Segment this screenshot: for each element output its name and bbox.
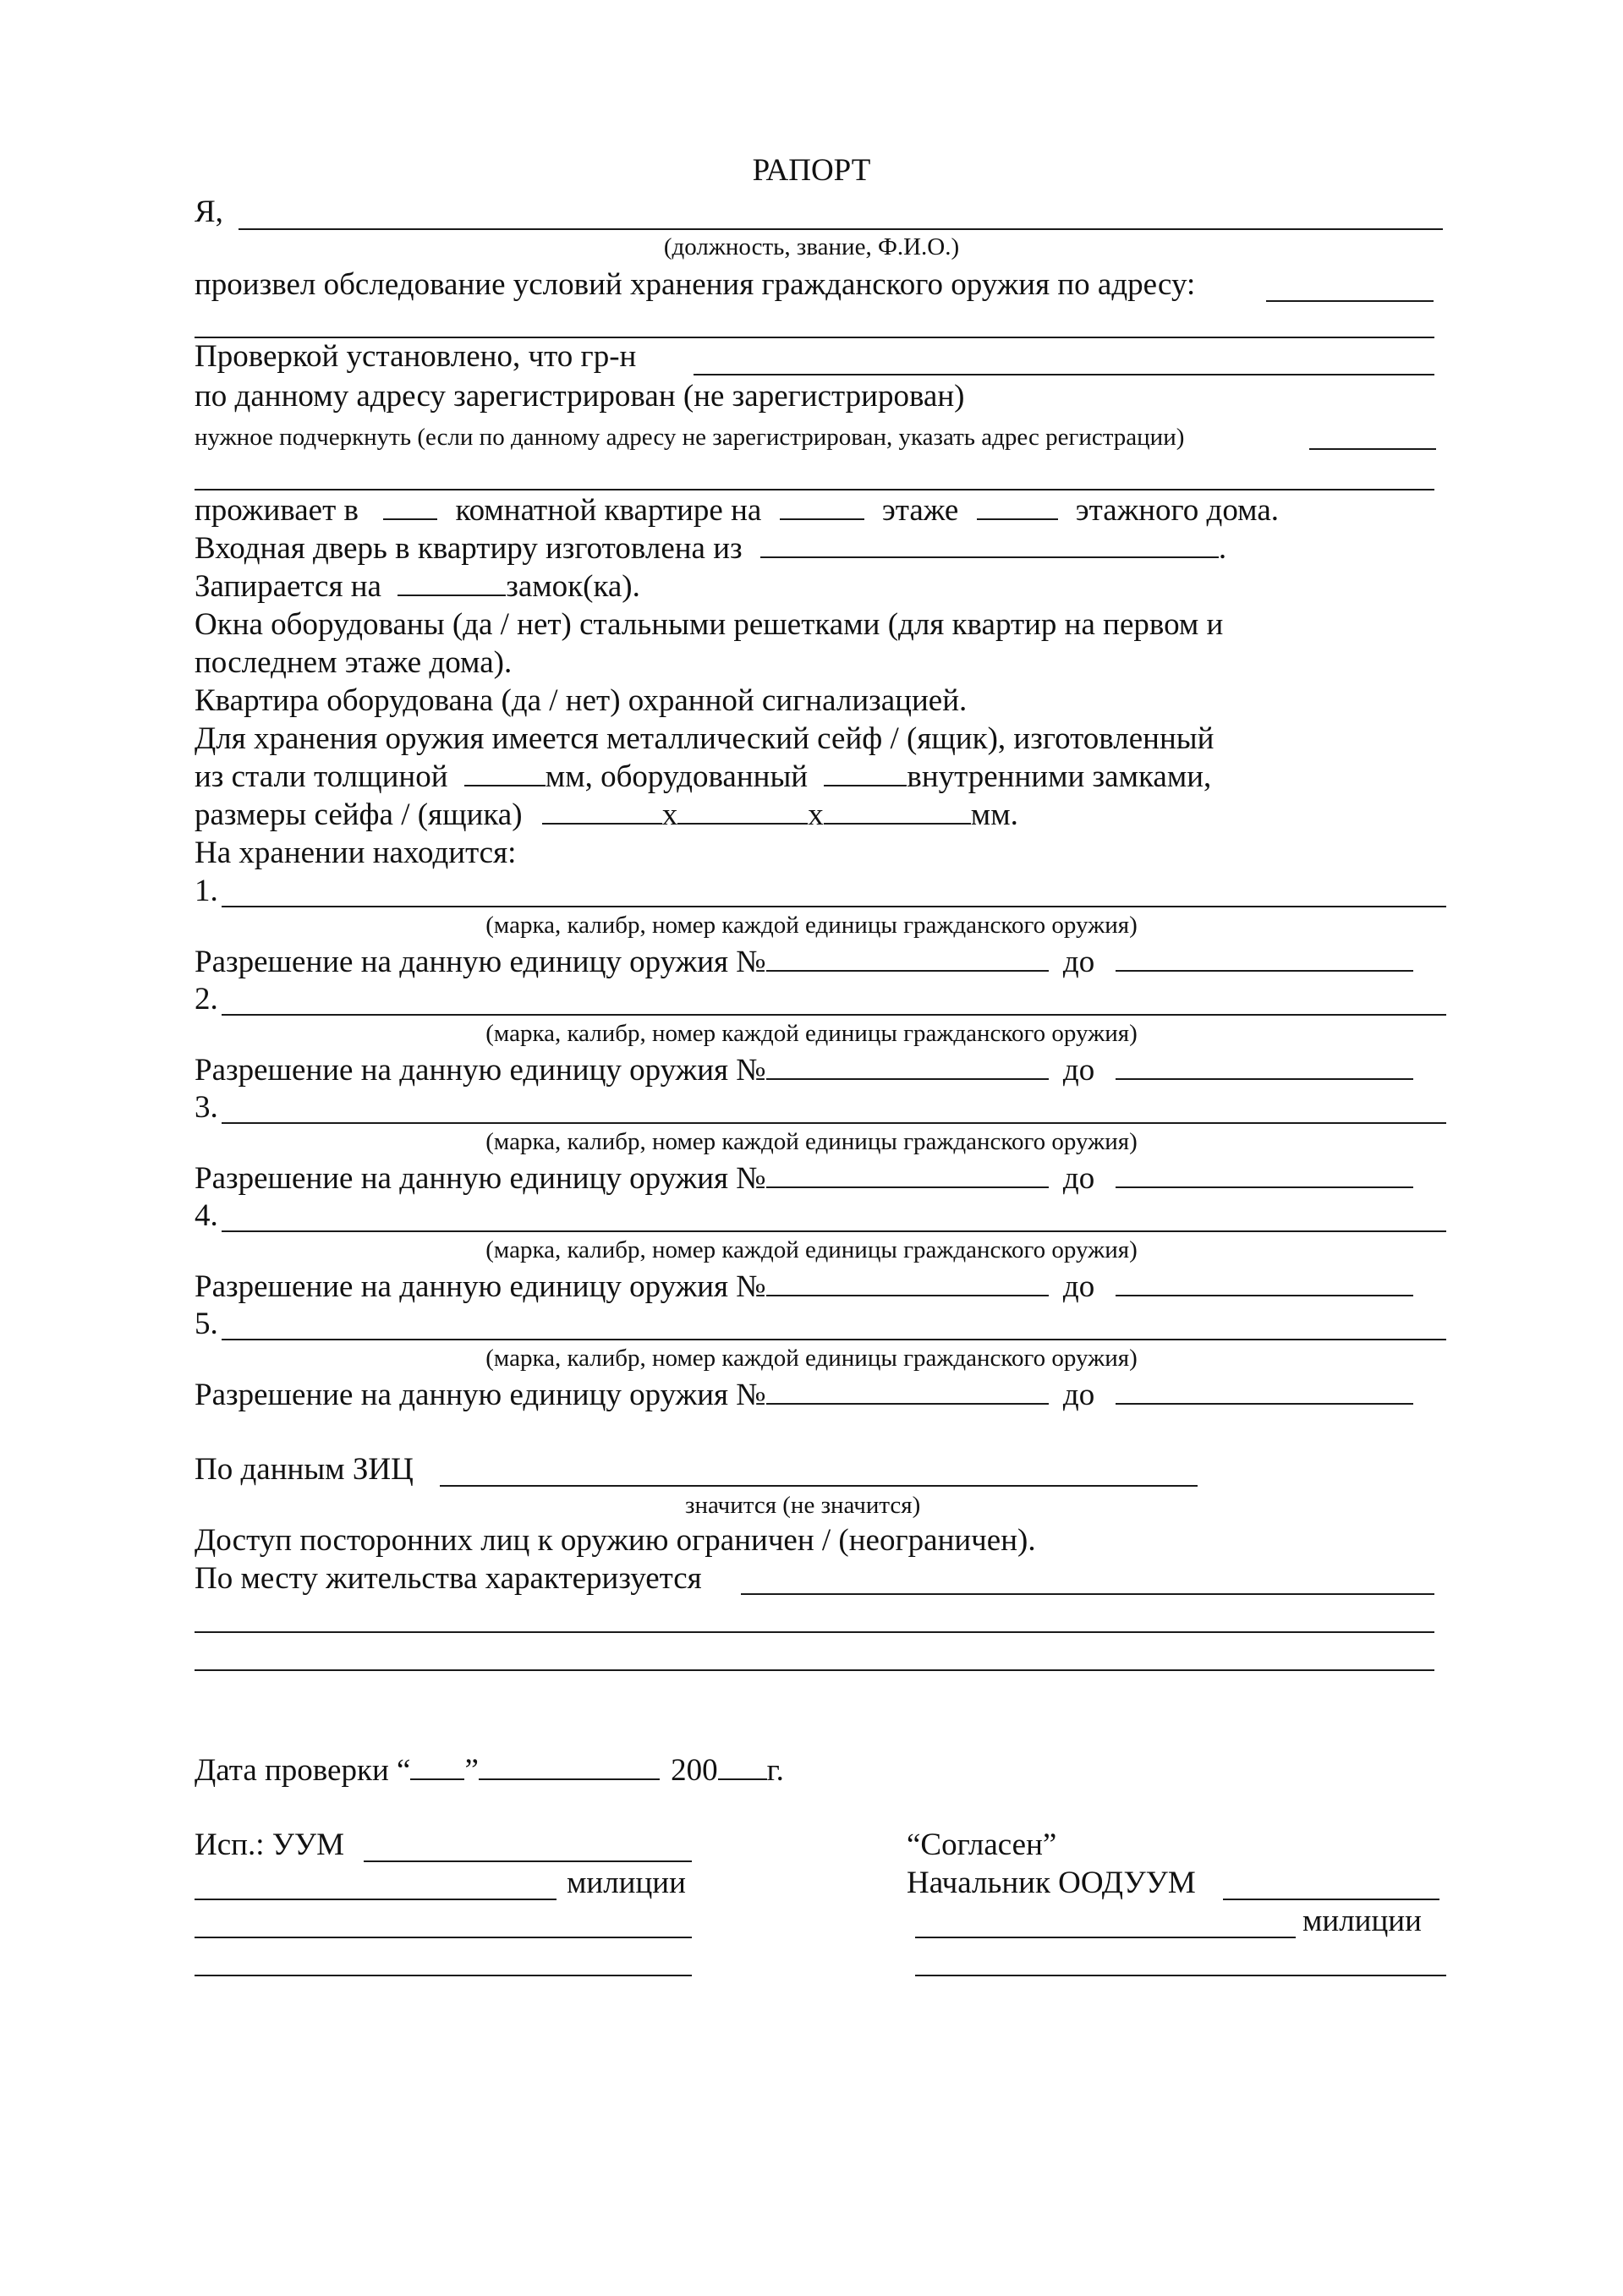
survey-text: произвел обследование условий хранения гражданского оружия по адресу: — [195, 267, 1196, 302]
weapon-2-permit-label: Разрешение на данную единицу оружия № — [195, 1053, 766, 1088]
character-field-line-2[interactable] — [195, 1631, 1434, 1633]
weapon-1-hint: (марка, калибр, номер каждой единицы гражданского оружия) — [485, 912, 1138, 939]
date-year-field[interactable] — [718, 1777, 767, 1780]
weapon-1-permit-line — [195, 944, 1413, 981]
weapon-4-permit-number-field[interactable] — [766, 1293, 1049, 1296]
underline-hint: нужное подчеркнуть (если по данному адресу не зарегистрирован, указать адрес регистрации) — [195, 424, 1185, 451]
weapon-4-permit-line — [195, 1269, 1413, 1306]
weapon-5-number: 5. — [195, 1307, 218, 1341]
chief-militia-label: милиции — [1302, 1904, 1422, 1938]
safe-x-2: х — [808, 797, 824, 832]
safe-thickness-label: из стали толщиной — [195, 759, 448, 794]
chief-signature-field[interactable] — [915, 1975, 1446, 1976]
zic-result-field[interactable] — [440, 1485, 1198, 1487]
rooms-field[interactable] — [383, 517, 437, 520]
weapon-2-until-label: до — [1062, 1053, 1095, 1088]
weapon-1-permit-expiry-field[interactable] — [1116, 968, 1413, 972]
safe-x-1: х — [661, 797, 678, 832]
door-text: Входная дверь в квартиру изготовлена из — [195, 531, 743, 566]
executor-militia-label: милиции — [567, 1866, 686, 1900]
registered-text: по данному адресу зарегистрирован (не зарегистрирован) — [195, 379, 965, 414]
weapon-2-permit-line — [195, 1052, 1413, 1089]
weapon-1-number: 1. — [195, 874, 218, 908]
living-text-1: проживает в — [195, 493, 359, 528]
internal-locks-field[interactable] — [824, 783, 907, 786]
living-text-2: комнатной квартире на — [455, 493, 762, 528]
living-text-4: этажного дома. — [1075, 493, 1280, 528]
zic-label: По данным ЗИЦ — [195, 1452, 414, 1487]
weapon-3-permit-number-field[interactable] — [766, 1185, 1049, 1188]
document-title: РАПОРТ — [752, 153, 871, 188]
lock-count-field[interactable] — [398, 593, 506, 596]
weapon-3-hint: (марка, калибр, номер каждой единицы гражданского оружия) — [485, 1128, 1138, 1155]
lock-line — [195, 568, 640, 606]
windows-line-1: Окна оборудованы (да / нет) стальными решетками (для квартир на первом и — [195, 607, 1224, 642]
chief-name-field[interactable] — [1223, 1899, 1439, 1900]
weapon-4-description-field[interactable] — [222, 1230, 1446, 1232]
lock-text-1: Запирается на — [195, 569, 381, 604]
address-field[interactable] — [1266, 300, 1434, 302]
weapon-5-permit-number-field[interactable] — [766, 1401, 1049, 1405]
registration-address-field[interactable] — [1309, 448, 1436, 450]
character-field-line-3[interactable] — [195, 1669, 1434, 1671]
weapon-5-permit-expiry-field[interactable] — [1116, 1401, 1413, 1405]
safe-dim-3-field[interactable] — [824, 821, 971, 825]
date-day-field[interactable] — [410, 1777, 464, 1780]
weapon-5-permit-label: Разрешение на данную единицу оружия № — [195, 1378, 766, 1412]
safe-mm-end: мм. — [970, 797, 1018, 832]
weapon-3-permit-expiry-field[interactable] — [1116, 1185, 1413, 1188]
total-floors-field[interactable] — [977, 517, 1058, 520]
weapon-4-number: 4. — [195, 1198, 218, 1233]
safe-size-label: размеры сейфа / (ящика) — [195, 797, 523, 832]
established-text: Проверкой установлено, что гр-н — [195, 339, 637, 374]
safe-line-3 — [195, 797, 1018, 834]
executor-signature-field-2[interactable] — [195, 1975, 692, 1976]
weapon-1-permit-label: Разрешение на данную единицу оружия № — [195, 945, 766, 979]
safe-dim-2-field[interactable] — [677, 821, 808, 825]
weapon-3-permit-line — [195, 1160, 1413, 1197]
safe-line-1: Для хранения оружия имеется металлический сейф / (ящик), изготовленный — [195, 721, 1215, 756]
character-field[interactable] — [741, 1593, 1434, 1595]
weapon-4-hint: (марка, калибр, номер каждой единицы гражданского оружия) — [485, 1236, 1138, 1263]
weapon-5-hint: (марка, калибр, номер каждой единицы гражданского оружия) — [485, 1345, 1138, 1372]
alarm-text: Квартира оборудована (да / нет) охранной сигнализацией. — [195, 683, 968, 718]
chief-label: Начальник ООДУУМ — [907, 1866, 1196, 1900]
executor-rank-field[interactable] — [195, 1899, 557, 1900]
agreed-label: “Согласен” — [907, 1827, 1057, 1862]
living-line — [195, 492, 1279, 529]
safe-line-2 — [195, 759, 1211, 796]
living-text-3: этаже — [881, 493, 959, 528]
executor-label: Исп.: УУМ — [195, 1827, 345, 1862]
weapon-2-permit-expiry-field[interactable] — [1116, 1077, 1413, 1080]
storage-label: На хранении находится: — [195, 836, 517, 870]
door-material-field[interactable] — [760, 555, 1219, 558]
date-quote-close: ” — [464, 1753, 479, 1788]
weapon-2-number: 2. — [195, 982, 218, 1016]
weapon-1-permit-number-field[interactable] — [766, 968, 1049, 972]
weapon-4-until-label: до — [1062, 1269, 1095, 1304]
intro-prefix: Я, — [195, 195, 223, 229]
position-hint: (должность, звание, Ф.И.О.) — [663, 233, 960, 260]
safe-locks-label: внутренними замками, — [907, 759, 1212, 794]
registration-address-field-line-2[interactable] — [195, 489, 1434, 490]
safe-mm-label: мм, оборудованный — [545, 759, 809, 794]
date-month-field[interactable] — [479, 1777, 660, 1780]
door-end: . — [1218, 531, 1227, 566]
weapon-4-permit-expiry-field[interactable] — [1116, 1293, 1413, 1296]
door-line — [195, 530, 1226, 567]
character-label: По месту жительства характеризуется — [195, 1561, 702, 1596]
weapon-3-description-field[interactable] — [222, 1122, 1446, 1124]
zic-hint: значится (не значится) — [685, 1492, 921, 1519]
floor-field[interactable] — [780, 517, 864, 520]
lock-text-2: замок(ка). — [506, 569, 640, 604]
date-label: Дата проверки “ — [195, 1753, 411, 1788]
citizen-name-field[interactable] — [694, 374, 1434, 375]
date-line — [195, 1752, 784, 1789]
weapon-4-permit-label: Разрешение на данную единицу оружия № — [195, 1269, 766, 1304]
position-rank-name-field[interactable] — [239, 228, 1443, 230]
access-text: Доступ посторонних лиц к оружию ограничен / (неограничен). — [195, 1523, 1036, 1558]
weapon-5-permit-line — [195, 1377, 1413, 1414]
windows-line-2: последнем этаже дома). — [195, 645, 513, 680]
weapon-5-until-label: до — [1062, 1378, 1095, 1412]
date-suffix: г. — [766, 1753, 784, 1788]
executor-signature-field[interactable] — [195, 1937, 692, 1938]
weapon-3-permit-label: Разрешение на данную единицу оружия № — [195, 1161, 766, 1196]
weapon-3-until-label: до — [1062, 1161, 1095, 1196]
weapon-1-description-field[interactable] — [222, 906, 1446, 907]
weapon-1-until-label: до — [1062, 945, 1095, 979]
executor-name-field[interactable] — [364, 1860, 692, 1862]
steel-thickness-field[interactable] — [464, 783, 546, 786]
chief-rank-field[interactable] — [915, 1937, 1296, 1938]
safe-dim-1-field[interactable] — [542, 821, 662, 825]
weapon-2-description-field[interactable] — [222, 1014, 1446, 1016]
date-year-prefix: 200 — [671, 1753, 718, 1788]
weapon-5-description-field[interactable] — [222, 1339, 1446, 1340]
weapon-2-permit-number-field[interactable] — [766, 1077, 1049, 1080]
weapon-3-number: 3. — [195, 1090, 218, 1125]
weapon-2-hint: (марка, калибр, номер каждой единицы гражданского оружия) — [485, 1020, 1138, 1047]
